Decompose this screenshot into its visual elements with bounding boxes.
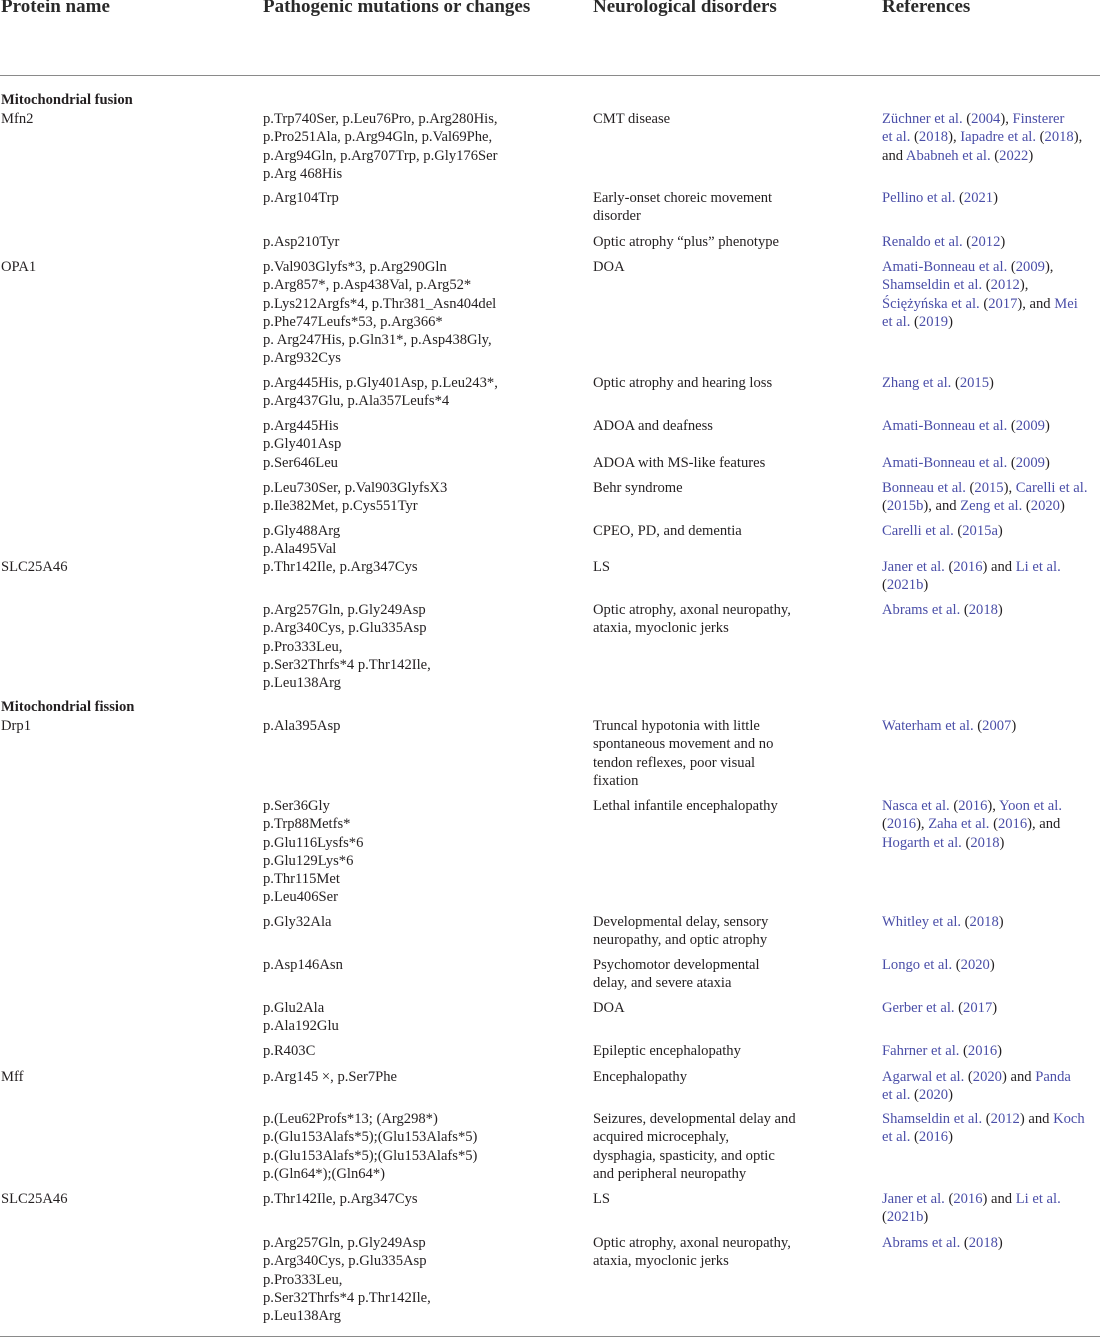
reference-link[interactable]: Li et al. xyxy=(1015,559,1061,575)
cell-protein: SLC25A46 xyxy=(1,1191,68,1207)
reference-text: ) xyxy=(997,602,1003,618)
reference-link[interactable]: Whitley et al. xyxy=(882,914,962,930)
reference-text: ), xyxy=(916,816,929,833)
reference-text: ) xyxy=(989,375,994,391)
cell-references xyxy=(882,522,1100,540)
reference-link[interactable]: 2016 xyxy=(997,816,1028,833)
reference-link[interactable]: Carelli et al. xyxy=(1015,480,1088,496)
reference-link[interactable]: 2015 xyxy=(974,480,1004,496)
cell-protein: OPA1 xyxy=(1,259,37,275)
cell-mutation: p.Thr142Ile, p.Arg347Cys xyxy=(263,1191,418,1207)
cell-references xyxy=(882,189,1100,207)
reference-text: ) xyxy=(997,1043,1002,1059)
reference-link[interactable]: Züchner et al. xyxy=(882,111,963,127)
cell-references xyxy=(882,1068,1100,1105)
reference-link[interactable]: 2007 xyxy=(982,718,1012,734)
cell-disorder: Psychomotor developmental delay, and severe ataxia xyxy=(593,957,760,992)
cell-disorder: Truncal hypotonia with little spontaneous movement and no tendon reflexes, poor visual fixation xyxy=(593,718,774,789)
cell-mutation: p.Gly488Arg p.Ala495Val xyxy=(263,523,341,558)
cell-disorder: Seizures, developmental delay and acquired microcephaly, dysphagia, spasticity, and optic and peripheral neuropathy xyxy=(593,1111,796,1182)
reference-link[interactable]: 2016 xyxy=(953,1191,983,1207)
reference-text: ( xyxy=(882,498,887,515)
cell-mutation: p.Asp210Tyr xyxy=(263,234,340,250)
reference-text: ) xyxy=(1000,234,1006,250)
cell-references xyxy=(882,479,1100,516)
reference-link[interactable]: 2021b xyxy=(886,1209,924,1226)
reference-text: ) xyxy=(1059,498,1065,515)
reference-link[interactable]: Abrams et al. xyxy=(882,602,961,618)
reference-text: ( xyxy=(962,234,972,250)
cell-disorder: Developmental delay, sensory neuropathy, and optic atrophy xyxy=(593,914,769,949)
reference-text: ), xyxy=(948,129,961,146)
reference-link[interactable]: Janer et al. xyxy=(882,1191,945,1207)
cell-disorder: CMT disease xyxy=(593,111,671,127)
cell-mutation: p.Val903Glyfs*3, p.Arg290Gln p.Arg857*, p.Asp438Val, p.Arg52* p.Lys212Argfs*4, p.Thr381_Asn404del p.Phe747Leufs*53, p.Arg366* p. Arg247His, p.Gln31*, p.Asp438Gly, p.Arg932Cys xyxy=(263,259,497,367)
reference-text: ( xyxy=(990,147,1000,164)
reference-link[interactable]: 2022 xyxy=(999,147,1029,164)
cell-mutation: p.Ser36Gly p.Trp88Metfs* p.Glu116Lysfs*6 p.Glu129Lys*6 p.Thr115Met p.Leu406Ser xyxy=(263,798,364,906)
reference-link[interactable]: Mei et al. xyxy=(882,295,1078,330)
cell-references xyxy=(882,1110,1100,1147)
reference-link[interactable]: 2012 xyxy=(971,234,1001,250)
header-pathogenic-mutations: Pathogenic mutations or changes xyxy=(263,0,531,17)
header-references: References xyxy=(882,0,971,17)
cell-mutation: p.Ala395Asp xyxy=(263,718,341,734)
reference-text: ( xyxy=(961,914,970,930)
reference-text: ( xyxy=(979,295,989,312)
reference-text: ) xyxy=(997,1235,1003,1251)
reference-link[interactable]: 2012 xyxy=(990,277,1020,294)
reference-text: ) xyxy=(998,914,1004,930)
cell-references xyxy=(882,797,1100,852)
reference-link[interactable]: 2016 xyxy=(958,798,988,814)
reference-link[interactable]: Gerber et al. xyxy=(882,1000,955,1016)
reference-text: ), xyxy=(987,798,999,814)
cell-mutation: p.Arg445His p.Gly401Asp xyxy=(263,418,342,453)
reference-text: ) xyxy=(948,1129,953,1146)
reference-text: ) and xyxy=(982,559,1016,575)
reference-link[interactable]: 2016 xyxy=(918,1129,949,1146)
reference-link[interactable]: 2020 xyxy=(972,1069,1002,1085)
reference-link[interactable]: Abrams et al. xyxy=(882,1235,961,1251)
reference-link[interactable]: Finsterer et al. xyxy=(882,111,1065,146)
reference-text: ), xyxy=(1019,277,1029,294)
reference-link[interactable]: Panda et al. xyxy=(882,1069,1071,1104)
reference-link[interactable]: Fahrner et al. xyxy=(882,1043,960,1059)
reference-text: ( xyxy=(961,834,971,851)
reference-link[interactable]: 2018 xyxy=(968,602,998,618)
reference-link[interactable]: Zeng et al. xyxy=(960,498,1023,515)
reference-text: ( xyxy=(910,1129,919,1146)
cell-references xyxy=(882,717,1100,735)
reference-link[interactable]: 2016 xyxy=(967,1043,998,1059)
cell-disorder: ADOA with MS-like features xyxy=(593,455,766,471)
reference-link[interactable]: 2004 xyxy=(971,111,1001,127)
reference-text: ( xyxy=(882,816,887,833)
cell-references xyxy=(882,110,1100,165)
cell-mutation: p.Thr142Ile, p.Arg347Cys xyxy=(263,559,418,575)
cell-disorder: LS xyxy=(593,559,611,575)
reference-link[interactable]: 2020 xyxy=(1030,498,1060,515)
reference-link[interactable]: Hogarth et al. xyxy=(882,834,962,851)
cell-references xyxy=(882,558,1100,595)
reference-text: ), and xyxy=(1027,816,1061,833)
cell-references xyxy=(882,374,1100,392)
cell-mutation: p.Asp146Asn xyxy=(263,957,343,973)
reference-link[interactable]: 2018 xyxy=(1044,129,1074,146)
cell-references xyxy=(882,913,1100,931)
cell-references xyxy=(882,1234,1100,1252)
reference-text: ) xyxy=(923,1209,929,1226)
reference-text: ( xyxy=(989,816,998,833)
cell-mutation: p.Glu2Ala p.Ala192Glu xyxy=(263,1000,339,1035)
reference-text: ( xyxy=(1007,259,1016,275)
reference-text: ) xyxy=(992,1000,998,1016)
cell-disorder: CPEO, PD, and dementia xyxy=(593,523,742,539)
header-protein-name: Protein name xyxy=(1,0,110,17)
reference-text: ), and xyxy=(923,498,961,515)
reference-link[interactable]: 2018 xyxy=(970,834,1000,851)
reference-link[interactable]: 2019 xyxy=(918,313,949,330)
reference-link[interactable]: Amati-Bonneau et al. xyxy=(882,418,1008,434)
reference-text: ( xyxy=(949,798,959,814)
section-label: Mitochondrial fusion xyxy=(1,92,133,108)
reference-link[interactable]: 2009 xyxy=(1015,455,1045,471)
reference-link[interactable]: 2016 xyxy=(953,559,983,575)
reference-text: ( xyxy=(953,523,963,539)
cell-references xyxy=(882,1042,1100,1060)
reference-text: ( xyxy=(952,957,961,973)
reference-link[interactable]: Iapadre et al. xyxy=(960,129,1037,146)
reference-link[interactable]: Agarwal et al. xyxy=(882,1069,965,1085)
cell-mutation: p.Arg445His, p.Gly401Asp, p.Leu243*, p.Arg437Glu, p.Ala357Leufs*4 xyxy=(263,375,498,410)
reference-text: ( xyxy=(964,1069,973,1085)
reference-text: ( xyxy=(1036,129,1045,146)
header-neurological-disorders: Neurological disorders xyxy=(593,0,777,17)
cell-disorder: Behr syndrome xyxy=(593,480,683,496)
cell-disorder: Encephalopathy xyxy=(593,1069,688,1085)
reference-text: ( xyxy=(954,1000,964,1016)
reference-link[interactable]: Amati-Bonneau et al. xyxy=(882,455,1008,471)
cell-protein: SLC25A46 xyxy=(1,559,68,575)
reference-text: ( xyxy=(982,277,991,294)
cell-references xyxy=(882,601,1100,619)
cell-disorder: ADOA and deafness xyxy=(593,418,713,434)
reference-link[interactable]: 2012 xyxy=(990,1111,1020,1127)
reference-text: ), and xyxy=(882,129,1083,164)
reference-text: ), xyxy=(1003,480,1016,496)
reference-link[interactable]: 2015b xyxy=(886,498,924,515)
reference-text: ( xyxy=(973,718,983,734)
table-bottom-rule xyxy=(0,1336,1100,1337)
reference-text: ( xyxy=(982,1111,991,1127)
reference-text: ) xyxy=(923,577,929,594)
cell-references xyxy=(882,999,1100,1017)
reference-link[interactable]: Shamseldin et al. xyxy=(882,1111,983,1127)
section-label: Mitochondrial fission xyxy=(1,699,135,715)
reference-link[interactable]: 2009 xyxy=(1015,418,1045,434)
cell-protein: Mff xyxy=(1,1069,24,1085)
reference-text: ) xyxy=(999,834,1005,851)
cell-mutation: p.Gly32Ala xyxy=(263,914,332,930)
reference-text: ), and xyxy=(1017,295,1055,312)
cell-references xyxy=(882,258,1100,331)
reference-link[interactable]: Nasca et al. xyxy=(882,798,950,814)
reference-text: ) xyxy=(1028,147,1034,164)
cell-mutation: p.Trp740Ser, p.Leu76Pro, p.Arg280His, p.Pro251Ala, p.Arg94Gln, p.Val69Phe, p.Arg94Gln, p.Arg707Trp, p.Gly176Ser p.Arg 468His xyxy=(263,111,498,182)
reference-text: ) xyxy=(993,190,998,206)
reference-text: ) and xyxy=(1001,1069,1036,1085)
reference-link[interactable]: 2017 xyxy=(963,1000,993,1016)
cell-mutation: p.(Leu62Profs*13; (Arg298*) p.(Glu153Alafs*5);(Glu153Alafs*5) p.(Glu153Alafs*5);(Glu153Alafs*5) p.(Gln64*);(Gln64*) xyxy=(263,1111,478,1182)
cell-mutation: p.Arg257Gln, p.Gly249Asp p.Arg340Cys, p.Glu335Asp p.Pro333Leu, p.Ser32Thrfs*4 p.Thr142Ile, p.Leu138Arg xyxy=(263,602,431,692)
reference-text: ( xyxy=(965,480,975,496)
cell-disorder: Optic atrophy, axonal neuropathy, ataxia, myoclonic jerks xyxy=(593,1235,791,1270)
reference-link[interactable]: Li et al. xyxy=(1015,1191,1061,1207)
reference-link[interactable]: Koch et al. xyxy=(882,1111,1085,1146)
reference-text: ) xyxy=(948,313,953,330)
cell-disorder: Optic atrophy “plus” phenotype xyxy=(593,234,780,250)
cell-disorder: Optic atrophy and hearing loss xyxy=(593,375,773,391)
reference-text: ( xyxy=(955,190,964,206)
reference-link[interactable]: Waterham et al. xyxy=(882,718,974,734)
reference-link[interactable]: 2020 xyxy=(960,957,990,973)
reference-text: ) xyxy=(1011,718,1017,734)
reference-text: ( xyxy=(1007,418,1016,434)
reference-link[interactable]: Pellino et al. xyxy=(882,190,956,206)
reference-link[interactable]: Ściężyńska et al. xyxy=(882,295,980,312)
cell-protein: Drp1 xyxy=(1,718,31,734)
reference-text: ), xyxy=(1044,259,1054,275)
cell-disorder: Epileptic encephalopathy xyxy=(593,1043,741,1059)
reference-link[interactable]: 2015a xyxy=(962,523,998,539)
reference-link[interactable]: 2021b xyxy=(886,577,924,594)
reference-link[interactable]: Renaldo et al. xyxy=(882,234,963,250)
reference-text: ) and xyxy=(1019,1111,1054,1127)
cell-mutation: p.Arg145 ×, p.Ser7Phe xyxy=(263,1069,398,1085)
reference-link[interactable]: 2018 xyxy=(918,129,949,146)
cell-disorder: DOA xyxy=(593,259,625,275)
cell-references xyxy=(882,454,1100,472)
reference-link[interactable]: Zaha et al. xyxy=(928,816,990,833)
reference-text: ) and xyxy=(982,1191,1016,1207)
cell-references xyxy=(882,233,1100,251)
reference-link[interactable]: 2017 xyxy=(988,295,1018,312)
reference-text: ) xyxy=(997,523,1003,539)
cell-mutation: p.Leu730Ser, p.Val903GlyfsX3 p.Ile382Met, p.Cys551Tyr xyxy=(263,480,448,515)
reference-text: ) xyxy=(948,1087,953,1104)
reference-link[interactable]: Ababneh et al. xyxy=(905,147,991,164)
reference-text: ( xyxy=(1022,498,1031,515)
cell-references xyxy=(882,417,1100,435)
reference-text: ( xyxy=(910,129,919,146)
reference-text: ) xyxy=(1044,455,1050,471)
reference-text: ( xyxy=(882,577,887,594)
reference-text: ( xyxy=(962,111,972,127)
cell-mutation: p.Arg257Gln, p.Gly249Asp p.Arg340Cys, p.Glu335Asp p.Pro333Leu, p.Ser32Thrfs*4 p.Thr142Ile, p.Leu138Arg xyxy=(263,1235,431,1325)
reference-link[interactable]: Amati-Bonneau et al. xyxy=(882,259,1008,275)
reference-text: ( xyxy=(951,375,960,391)
reference-link[interactable]: 2018 xyxy=(969,914,999,930)
cell-references xyxy=(882,956,1100,974)
reference-link[interactable]: 2018 xyxy=(968,1235,998,1251)
reference-link[interactable]: Longo et al. xyxy=(882,957,953,973)
reference-link[interactable]: 2021 xyxy=(963,190,994,206)
reference-text: ) xyxy=(989,957,995,973)
reference-link[interactable]: Yoon et al. xyxy=(999,798,1062,814)
reference-link[interactable]: Zhang et al. xyxy=(882,375,952,391)
reference-link[interactable]: 2015 xyxy=(959,375,989,391)
cell-mutation: p.Arg104Trp xyxy=(263,190,339,206)
reference-link[interactable]: Bonneau et al. xyxy=(882,480,966,496)
reference-link[interactable]: 2009 xyxy=(1015,259,1045,275)
reference-text: ( xyxy=(1007,455,1016,471)
reference-text: ) xyxy=(1044,418,1050,434)
cell-disorder: DOA xyxy=(593,1000,625,1016)
cell-disorder: Optic atrophy, axonal neuropathy, ataxia, myoclonic jerks xyxy=(593,602,791,637)
reference-text: ( xyxy=(944,1191,954,1207)
cell-references xyxy=(882,1190,1100,1227)
reference-text: ( xyxy=(882,1209,887,1226)
cell-disorder: Lethal infantile encephalopathy xyxy=(593,798,778,814)
reference-link[interactable]: 2016 xyxy=(886,816,917,833)
cell-mutation: p.R403C xyxy=(263,1043,316,1059)
reference-text: ), xyxy=(1000,111,1013,127)
reference-text: ( xyxy=(910,313,919,330)
reference-text: ( xyxy=(959,1043,968,1059)
reference-text: ( xyxy=(960,602,969,618)
cell-disorder: LS xyxy=(593,1191,611,1207)
cell-protein: Mfn2 xyxy=(1,111,34,127)
reference-link[interactable]: Carelli et al. xyxy=(882,523,954,539)
reference-text: ( xyxy=(910,1087,919,1104)
reference-link[interactable]: 2020 xyxy=(918,1087,949,1104)
reference-text: ( xyxy=(944,559,954,575)
cell-mutation: p.Ser646Leu xyxy=(263,455,338,471)
reference-text: ( xyxy=(960,1235,969,1251)
cell-disorder: Early-onset choreic movement disorder xyxy=(593,190,773,225)
reference-link[interactable]: Shamseldin et al. xyxy=(882,277,983,294)
reference-link[interactable]: Janer et al. xyxy=(882,559,945,575)
